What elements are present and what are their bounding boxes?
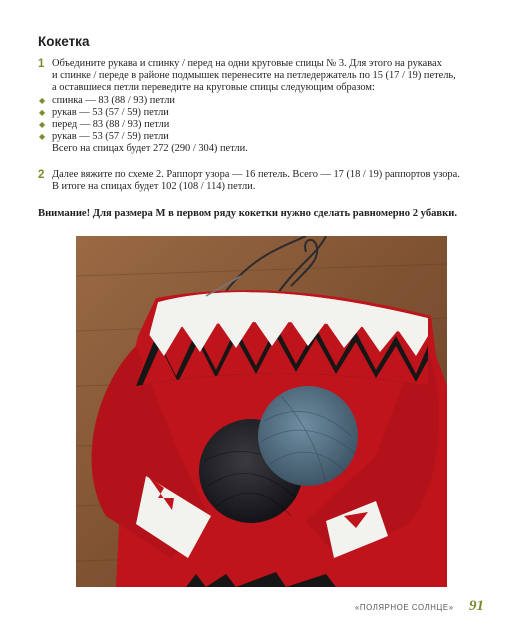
text-line: а оставшиеся петли переведите на круговые спицы следующим образом: <box>52 82 375 94</box>
list-item <box>39 94 512 107</box>
step-number: 1 <box>38 58 45 70</box>
list-item-text: перед — 83 (88 / 93) петли <box>52 118 170 130</box>
text-line: Объедините рукава и спинку / перед на одни круговые спицы № 3. Для этого на рукавах <box>52 58 442 69</box>
diamond-bullet-icon: ◆ <box>39 132 46 142</box>
diamond-bullet-icon: ◆ <box>39 95 46 105</box>
text-line: и спинке / переде в районе подмышек перенесите на петледержатель по 15 (17 / 19) петель, <box>52 70 456 82</box>
sweater-photo <box>76 236 447 587</box>
list-item-text: рукав — 53 (57 / 59) петли <box>52 131 169 143</box>
list-item-text: спинка — 83 (88 / 93) петли <box>52 94 175 106</box>
diamond-bullet-icon: ◆ <box>39 107 46 117</box>
diamond-bullet-icon: ◆ <box>39 119 46 129</box>
text-line: Далее вяжите по схеме 2. Раппорт узора — 16 петель. Всего — 17 (18 / 19) раппортов узора. <box>52 169 460 180</box>
sweater-illustration <box>76 236 447 587</box>
step-text <box>52 169 512 193</box>
section-title: Кокетка <box>38 34 90 49</box>
list-item <box>39 131 512 143</box>
total-line: Всего на спицах будет 272 (290 / 304) петли. <box>52 143 248 155</box>
text-line: В итоге на спицах будет 102 (108 / 114) петли. <box>52 181 256 193</box>
page-number: 91 <box>469 598 484 614</box>
list-item <box>39 106 512 119</box>
warning-note: Внимание! Для размера М в первом ряду кокетки нужно сделать равномерно 2 убавки. <box>38 208 457 219</box>
list-item-text: рукав — 53 (57 / 59) петли <box>52 106 169 118</box>
step-number: 2 <box>38 169 45 181</box>
step-text <box>39 58 512 156</box>
book-title-footer: «ПОЛЯРНОЕ СОЛНЦЕ» <box>355 603 454 612</box>
list-item <box>39 118 512 131</box>
